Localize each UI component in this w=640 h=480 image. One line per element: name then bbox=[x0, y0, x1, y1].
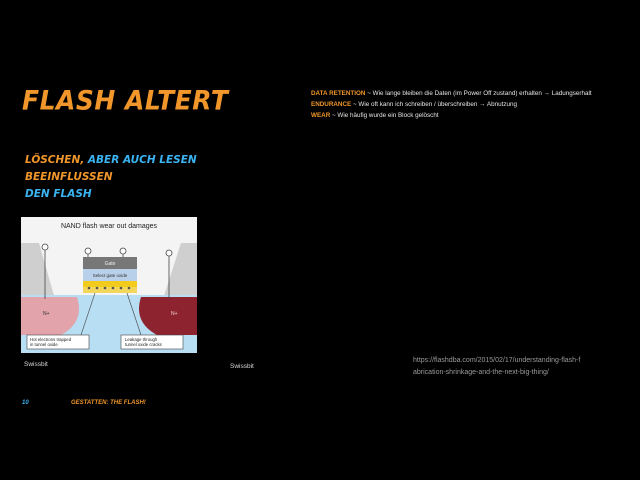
page-number: 10 bbox=[22, 400, 29, 406]
subtitle-part-2: ABER AUCH LESEN bbox=[87, 154, 197, 166]
subtitle-part-4: DEN FLASH bbox=[25, 188, 92, 200]
nand-wear-figure bbox=[21, 217, 197, 353]
definition-text: ~ Wie oft kann ich schreiben / überschreiben → Abnutzung bbox=[351, 101, 517, 108]
nand-wear-diagram bbox=[21, 217, 197, 353]
definition-term: WEAR bbox=[311, 112, 331, 119]
definition-text: ~ Wie lange bleiben die Daten (im Power Off zustand) erhalten → Ladungserhalt bbox=[365, 90, 592, 97]
definition-text: ~ Wie häufig wurde ein Block gelöscht bbox=[330, 112, 439, 119]
definition-data-retention bbox=[311, 88, 631, 99]
figure-title: NAND flash wear out damages bbox=[60, 223, 158, 230]
select-gate-label: Select gate oxide bbox=[92, 273, 128, 278]
definition-list bbox=[311, 88, 631, 121]
subtitle-part-3: BEEINFLUSSEN bbox=[25, 171, 113, 183]
definition-wear bbox=[311, 110, 631, 121]
slide-subtitle bbox=[25, 152, 225, 203]
slide-title: FLASH ALTERT bbox=[22, 85, 229, 116]
definition-term: ENDURANCE bbox=[311, 101, 352, 108]
source-link[interactable]: https://flashdba.com/2015/02/17/understanding-flash-fabrication-shrinkage-and-the-next-big-thing/ bbox=[413, 357, 581, 376]
figure-caption-left: Swissbit bbox=[24, 361, 48, 368]
footer-title: GESTATTEN: THE FLASH! bbox=[71, 400, 146, 406]
definition-endurance bbox=[311, 99, 631, 110]
definition-term: DATA RETENTION bbox=[311, 90, 366, 97]
subtitle-part-1: LÖSCHEN, bbox=[25, 154, 88, 166]
gate-label: Gate bbox=[104, 261, 116, 267]
floating-gate bbox=[83, 281, 137, 287]
leakage-label: Leakage through tunnel oxide cracks bbox=[125, 337, 162, 347]
figure-caption-right: Swissbit bbox=[230, 363, 254, 370]
left-region-label: N+ bbox=[43, 311, 50, 317]
left-dielectric-shape bbox=[21, 243, 55, 299]
right-region-label: N+ bbox=[171, 311, 178, 317]
hot-electrons-label: Hot electrons trapped in tunnel oxide bbox=[30, 337, 72, 347]
